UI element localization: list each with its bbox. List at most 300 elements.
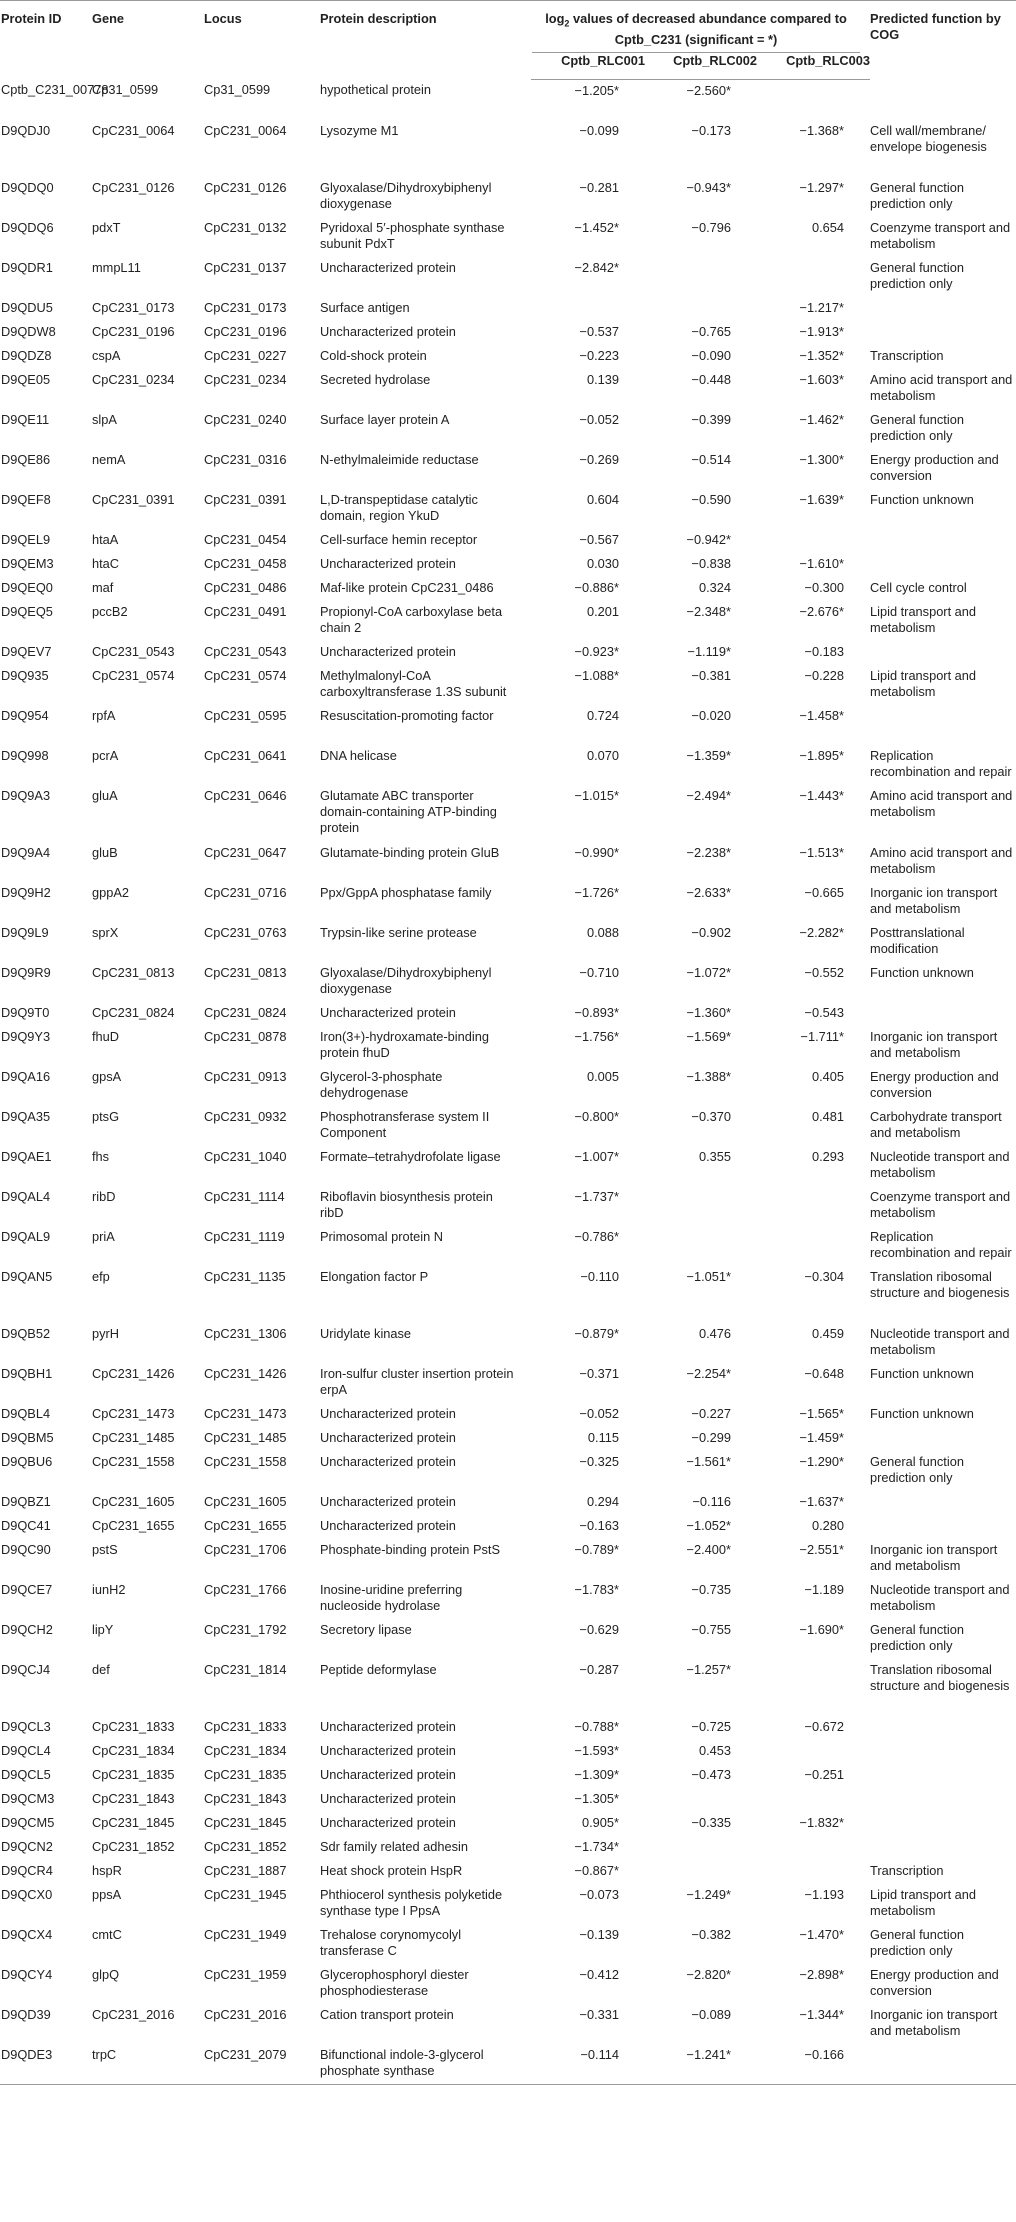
cell-gene: CpC231_0813 [92, 964, 175, 980]
cell-locus: CpC231_0932 [204, 1108, 287, 1124]
cell-locus: CpC231_0240 [204, 411, 287, 427]
cell-protein-id: D9QCL3 [1, 1718, 51, 1734]
cell-protein-id: D9QE86 [1, 451, 51, 467]
cell-rlc003: −2.551* [799, 1541, 845, 1557]
cell-gene: hspR [92, 1862, 122, 1878]
cell-locus: CpC231_1792 [204, 1621, 287, 1637]
cell-protein-id: D9QDW8 [1, 323, 56, 339]
cell-gene: fhuD [92, 1028, 120, 1044]
cell-gene: Cp31_0599 [92, 82, 159, 98]
cell-rlc001: −0.371 [579, 1365, 619, 1381]
table-row [0, 1491, 1016, 1515]
table-row [0, 369, 1016, 409]
cell-description: Phosphate-binding protein PstS [320, 1541, 500, 1557]
cell-locus: CpC231_0595 [204, 707, 287, 723]
cell-locus: CpC231_1605 [204, 1493, 287, 1509]
cell-protein-id: D9QDU5 [1, 299, 53, 315]
cell-predicted-function: Nucleotide transport and metabolism [870, 1325, 1010, 1357]
cell-rlc001: −0.567 [579, 531, 619, 547]
cell-rlc002: −1.241* [645, 2044, 757, 2085]
cell-rlc003: −1.565* [799, 1405, 845, 1421]
cell-rlc003: −2.676* [799, 603, 845, 619]
cell-gene: efp [92, 1268, 110, 1284]
cell-description: Cation transport protein [320, 2006, 454, 2022]
table-row [0, 1002, 1016, 1026]
cell-rlc001: −0.099 [579, 122, 619, 138]
cell-rlc002: −0.796 [691, 219, 731, 235]
cell-protein-id: D9QAL4 [1, 1188, 51, 1204]
cell-gene: CpC231_1833 [92, 1718, 175, 1734]
cell-protein-id: D9QA35 [1, 1108, 51, 1124]
table-row [0, 882, 1016, 922]
cell-gene: CpC231_0196 [92, 323, 175, 339]
cell-rlc003: −1.189 [804, 1581, 845, 1597]
cell-rlc003: −1.637* [799, 1493, 845, 1509]
cell-predicted-function: General function prediction only [870, 1621, 964, 1653]
cell-description: Primosomal protein N [320, 1228, 444, 1244]
table-row [0, 1186, 1016, 1226]
cell-protein-id: D9QDR1 [1, 259, 53, 275]
cell-rlc003: −1.344* [799, 2006, 845, 2022]
cell-rlc003 [757, 1860, 870, 1884]
cell-rlc002: −0.942* [686, 531, 731, 547]
cell-rlc002: −0.020 [691, 707, 731, 723]
cell-locus: CpC231_0454 [204, 531, 287, 547]
table-row [0, 1964, 1016, 2004]
cell-rlc002 [645, 1788, 757, 1812]
cell-predicted-function: Carbohydrate transport and metabolism [870, 1108, 1002, 1140]
table-row [0, 297, 1016, 321]
cell-predicted-function: Replication recombination and repair [870, 747, 1012, 779]
cell-rlc003 [757, 1788, 870, 1812]
cell-rlc003: −0.552 [804, 964, 845, 980]
cell-predicted-function [870, 321, 1016, 345]
cell-rlc001: −0.052 [579, 1405, 619, 1421]
cell-locus: CpC231_0763 [204, 924, 287, 940]
cell-locus: CpC231_1558 [204, 1453, 287, 1469]
cell-description: Secreted hydrolase [320, 371, 431, 387]
cell-locus: CpC231_1114 [204, 1188, 285, 1204]
cell-rlc003 [757, 79, 870, 120]
cell-rlc003: −2.898* [799, 1966, 845, 1982]
cell-description: Ppx/GppA phosphatase family [320, 884, 492, 900]
cell-rlc001: −0.786* [574, 1228, 619, 1244]
cell-rlc003 [757, 1186, 870, 1226]
cell-rlc003 [757, 1836, 870, 1860]
cell-predicted-function: Translation ribosomal structure and biogenesis [870, 1268, 1010, 1300]
cell-protein-id: D9QBM5 [1, 1429, 54, 1445]
table-row [0, 1451, 1016, 1491]
cell-description: Glyoxalase/Dihydroxybiphenyl dioxygenase [320, 179, 492, 211]
cell-gene: CpC231_0173 [92, 299, 175, 315]
cell-rlc002: −1.249* [686, 1886, 731, 1902]
table-row [0, 1740, 1016, 1764]
cell-rlc003: 0.405 [812, 1068, 845, 1084]
cell-predicted-function: Translation ribosomal structure and biogenesis [870, 1661, 1010, 1693]
cell-description: Uncharacterized protein [320, 1517, 456, 1533]
cell-locus: CpC231_1473 [204, 1405, 287, 1421]
cell-rlc001: −1.726* [574, 884, 619, 900]
cell-rlc002: −0.473 [691, 1766, 731, 1782]
cell-rlc002 [645, 1186, 757, 1226]
cell-rlc002: −0.755 [691, 1621, 731, 1637]
cell-predicted-function [870, 1002, 1016, 1026]
cell-protein-id: D9Q935 [1, 667, 49, 683]
cell-rlc003: −1.832* [799, 1814, 845, 1830]
table-row [0, 1836, 1016, 1860]
cell-rlc001: −0.789* [574, 1541, 619, 1557]
cell-protein-id: D9QCY4 [1, 1966, 53, 1982]
cell-gene: CpC231_1845 [92, 1814, 175, 1830]
cell-locus: CpC231_1959 [204, 1966, 287, 1982]
table-row [0, 1659, 1016, 1716]
table-row [0, 577, 1016, 601]
cell-rlc001: 0.115 [587, 1429, 619, 1445]
cell-rlc002 [645, 1226, 757, 1266]
cell-predicted-function [870, 2044, 1016, 2085]
cell-rlc001: 0.070 [586, 747, 619, 763]
cell-rlc002: −0.943* [686, 179, 731, 195]
cell-rlc003: −0.166 [757, 2044, 870, 2085]
cell-gene: mmpL11 [92, 259, 141, 275]
cell-description: Pyridoxal 5′-phosphate synthase subunit PdxT [320, 219, 505, 251]
cell-description: Maf-like protein CpC231_0486 [320, 579, 494, 595]
cell-rlc002 [645, 297, 757, 321]
cell-description: Uncharacterized protein [320, 1742, 456, 1758]
cell-description: Phosphotransferase system II Component [320, 1108, 490, 1140]
cell-rlc003 [757, 1740, 870, 1764]
cell-predicted-function: Inorganic ion transport and metabolism [870, 2006, 998, 2038]
cell-rlc001: −0.923* [574, 643, 619, 659]
cell-rlc003: −1.690* [799, 1621, 845, 1637]
cell-protein-id: D9QBZ1 [1, 1493, 51, 1509]
cell-rlc001: −0.629 [579, 1621, 619, 1637]
cell-predicted-function: Nucleotide transport and metabolism [870, 1581, 1010, 1613]
cell-rlc002: −2.633* [686, 884, 731, 900]
table-body [0, 79, 1016, 2084]
table-row [0, 553, 1016, 577]
table-row [0, 1579, 1016, 1619]
cell-protein-id: D9QEQ0 [1, 579, 53, 595]
cell-gene: fhs [92, 1148, 110, 1164]
cell-gene: sprX [92, 924, 119, 940]
cell-description: Cold-shock protein [320, 347, 427, 363]
table-row [0, 217, 1016, 257]
cell-predicted-function: Function unknown [870, 1405, 974, 1421]
cell-predicted-function: General function prediction only [870, 1926, 964, 1958]
cell-rlc001: −0.867* [574, 1862, 619, 1878]
cell-gene: CpC231_0234 [92, 371, 175, 387]
cell-locus: CpC231_1887 [204, 1862, 287, 1878]
cell-protein-id: D9QDE3 [0, 2044, 91, 2085]
cell-protein-id: D9QCE7 [1, 1581, 53, 1597]
cell-protein-id: D9Q998 [1, 747, 49, 763]
cell-predicted-function [870, 1836, 1016, 1860]
cell-rlc001: 0.030 [586, 555, 619, 571]
cell-gene: CpC231_1485 [92, 1429, 175, 1445]
cell-predicted-function: Inorganic ion transport and metabolism [870, 884, 998, 916]
cell-predicted-function [870, 1427, 1016, 1451]
cell-rlc003: −1.352* [799, 347, 845, 363]
cell-gene: ribD [92, 1188, 116, 1204]
cell-description: Bifunctional indole-3-glycerol phosphate synthase [319, 2044, 531, 2085]
cell-rlc003: −1.470* [799, 1926, 845, 1942]
cell-predicted-function [870, 1812, 1016, 1836]
cell-rlc001: −0.710 [579, 964, 619, 980]
cell-rlc001: 0.139 [586, 371, 619, 387]
cell-description: L,D-transpeptidase catalytic domain, region YkuD [320, 491, 478, 523]
cell-rlc003: −1.193 [804, 1886, 845, 1902]
cell-protein-id: D9QAE1 [1, 1148, 52, 1164]
cell-predicted-function: Lipid transport and metabolism [870, 667, 977, 699]
cell-locus: CpC231_1655 [204, 1517, 287, 1533]
cell-rlc001: −0.163 [579, 1517, 619, 1533]
cell-gene: gluB [92, 844, 118, 860]
cell-rlc003: −1.459* [799, 1429, 845, 1445]
cell-rlc002: −2.348* [686, 603, 731, 619]
cell-rlc002: −0.173 [691, 122, 731, 138]
cell-rlc003: −0.543 [804, 1004, 845, 1020]
cell-locus: CpC231_0196 [204, 323, 287, 339]
cell-predicted-function [870, 705, 1016, 745]
cell-locus: CpC231_0646 [204, 787, 287, 803]
cell-locus: CpC231_1833 [204, 1718, 287, 1734]
cell-rlc001: −0.073 [579, 1886, 619, 1902]
cell-description: Inosine-uridine preferring nucleoside hydrolase [320, 1581, 463, 1613]
cell-description: Uncharacterized protein [320, 1814, 456, 1830]
cell-locus: CpC231_0234 [204, 371, 287, 387]
cell-predicted-function: Posttranslational modification [870, 924, 965, 956]
header-log2-prefix: log [545, 11, 565, 26]
table-header [0, 1, 1016, 80]
table-row [0, 641, 1016, 665]
cell-locus: CpC231_0316 [204, 451, 287, 467]
cell-locus: CpC231_1845 [204, 1814, 287, 1830]
cell-rlc003: 0.654 [812, 219, 845, 235]
cell-locus: CpC231_0647 [204, 844, 287, 860]
cell-rlc003 [757, 257, 870, 297]
table-row [0, 1403, 1016, 1427]
table-row [0, 842, 1016, 882]
cell-rlc002: −1.561* [686, 1453, 731, 1469]
cell-rlc001: −0.788* [574, 1718, 619, 1734]
cell-rlc002: −0.765 [691, 323, 731, 339]
cell-locus: CpC231_1949 [204, 1926, 287, 1942]
cell-locus: CpC231_1135 [204, 1268, 286, 1284]
cell-rlc003: −0.665 [804, 884, 845, 900]
cell-locus: CpC231_1306 [204, 1325, 287, 1341]
header-rlc002: Cptb_RLC002 [645, 53, 757, 80]
cell-description: Phthiocerol synthesis polyketide synthase type I PpsA [320, 1886, 503, 1918]
header-log2-text: values of decreased abundance compared to Cptb_C231 (significant = *) [569, 11, 847, 47]
cell-protein-id: D9Q9A3 [1, 787, 51, 803]
cell-gene: htaA [92, 531, 119, 547]
cell-rlc003: −1.711* [800, 1028, 845, 1044]
cell-protein-id: D9QCM5 [1, 1814, 55, 1830]
cell-predicted-function: Coenzyme transport and metabolism [870, 1188, 1011, 1220]
cell-gene: nemA [92, 451, 126, 467]
cell-rlc003: −1.895* [799, 747, 845, 763]
cell-rlc001: 0.201 [586, 603, 619, 619]
cell-predicted-function [870, 641, 1016, 665]
cell-gene: CpC231_0824 [92, 1004, 175, 1020]
cell-protein-id: D9Q9T0 [1, 1004, 50, 1020]
cell-protein-id: D9QEM3 [1, 555, 54, 571]
table-row [0, 177, 1016, 217]
cell-predicted-function [870, 553, 1016, 577]
cell-gene: CpC231_0126 [92, 179, 175, 195]
cell-predicted-function: Cell wall/membrane/ envelope biogenesis [870, 122, 987, 154]
cell-predicted-function: Amino acid transport and metabolism [870, 371, 1013, 403]
header-protein-description: Protein description [319, 1, 531, 80]
cell-description: Methylmalonyl-CoA carboxyltransferase 1.3S subunit [320, 667, 507, 699]
cell-description: Propionyl-CoA carboxylase beta chain 2 [320, 603, 503, 635]
cell-description: Glutamate-binding protein GluB [320, 844, 500, 860]
cell-locus: CpC231_1426 [204, 1365, 287, 1381]
cell-locus: CpC231_1706 [204, 1541, 287, 1557]
cell-locus: CpC231_0824 [204, 1004, 287, 1020]
cell-locus: CpC231_0391 [204, 491, 287, 507]
cell-rlc002: −1.072* [686, 964, 731, 980]
cell-locus: CpC231_0227 [204, 347, 287, 363]
cell-rlc001: −0.052 [579, 411, 619, 427]
cell-rlc001: −1.205* [574, 82, 619, 98]
cell-protein-id: D9QB52 [1, 1325, 51, 1341]
table-row [0, 529, 1016, 553]
cell-rlc002: −0.299 [691, 1429, 731, 1445]
cell-gene: CpC231_1852 [92, 1838, 175, 1854]
cell-rlc002: −0.090 [691, 347, 731, 363]
cell-rlc002: −0.335 [691, 1814, 731, 1830]
cell-description: Glutamate ABC transporter domain-containing ATP-binding protein [320, 787, 497, 835]
table-row [0, 1363, 1016, 1403]
cell-protein-id: Cptb_C231_00778 [1, 82, 109, 98]
cell-rlc002: −0.735 [691, 1581, 731, 1597]
cell-gene: pyrH [92, 1325, 120, 1341]
cell-rlc001: −0.331 [579, 2006, 619, 2022]
cell-rlc001: −0.537 [579, 323, 619, 339]
cell-gene: htaC [92, 555, 120, 571]
cell-gene: cmtC [92, 1926, 122, 1942]
table-row [0, 1427, 1016, 1451]
cell-predicted-function: Lipid transport and metabolism [870, 1886, 977, 1918]
cell-protein-id: D9Q9R9 [1, 964, 51, 980]
cell-rlc003: −1.513* [799, 844, 845, 860]
cell-rlc001: −1.452* [574, 219, 619, 235]
table-row [0, 922, 1016, 962]
cell-rlc002: −0.838 [691, 555, 731, 571]
table-row [0, 1764, 1016, 1788]
cell-gene: gluA [92, 787, 118, 803]
cell-protein-id: D9QCX0 [1, 1886, 53, 1902]
cell-gene: ptsG [92, 1108, 120, 1124]
cell-rlc002: −0.902 [691, 924, 731, 940]
cell-rlc002 [645, 257, 757, 297]
cell-rlc003: −1.639* [799, 491, 845, 507]
cell-description: Secretory lipase [320, 1621, 412, 1637]
cell-locus: CpC231_0716 [204, 884, 287, 900]
cell-description: DNA helicase [320, 747, 397, 763]
cell-predicted-function: Amino acid transport and metabolism [870, 787, 1013, 819]
cell-rlc003: −1.368* [799, 122, 845, 138]
table-row [0, 257, 1016, 297]
cell-protein-id: D9QCM3 [1, 1790, 55, 1806]
cell-protein-id: D9QC41 [1, 1517, 51, 1533]
cell-rlc001: −0.412 [579, 1966, 619, 1982]
cell-rlc002: −0.382 [691, 1926, 731, 1942]
cell-rlc001: 0.294 [586, 1493, 619, 1509]
cell-rlc003: 0.280 [812, 1517, 845, 1533]
cell-rlc003: 0.481 [812, 1108, 845, 1124]
cell-gene: CpC231_0391 [92, 491, 175, 507]
cell-protein-id: D9QDQ0 [1, 179, 54, 195]
cell-protein-id: D9QEQ5 [1, 603, 53, 619]
cell-predicted-function: Transcription [870, 347, 944, 363]
table-row [0, 1026, 1016, 1066]
table-row [0, 1266, 1016, 1323]
cell-description: Sdr family related adhesin [320, 1838, 468, 1854]
cell-gene: trpC [91, 2044, 203, 2085]
cell-predicted-function: Inorganic ion transport and metabolism [870, 1028, 998, 1060]
cell-rlc003: −1.443* [799, 787, 845, 803]
cell-rlc002: −1.257* [686, 1661, 731, 1677]
cell-locus: CpC231_1040 [204, 1148, 287, 1164]
cell-locus: CpC231_1835 [204, 1766, 287, 1782]
cell-locus: CpC231_2079 [203, 2044, 319, 2085]
cell-description: Uncharacterized protein [320, 1493, 456, 1509]
cell-locus: CpC231_0137 [204, 259, 287, 275]
cell-rlc002 [645, 1860, 757, 1884]
header-gene: Gene [91, 1, 203, 80]
cell-rlc001: −0.223 [579, 347, 619, 363]
cell-rlc001 [531, 297, 645, 321]
header-rlc003: Cptb_RLC003 [757, 53, 870, 80]
cell-rlc001: −1.309* [574, 1766, 619, 1782]
cell-locus: CpC231_0574 [204, 667, 287, 683]
cell-rlc003: −0.251 [804, 1766, 845, 1782]
cell-predicted-function: Inorganic ion transport and metabolism [870, 1541, 998, 1573]
cell-locus: CpC231_0543 [204, 643, 287, 659]
cell-protein-id: D9QE11 [1, 411, 50, 427]
cell-description: Riboflavin biosynthesis protein ribD [320, 1188, 493, 1220]
cell-rlc002: −2.820* [686, 1966, 731, 1982]
cell-description: Trypsin-like serine protease [320, 924, 477, 940]
cell-protein-id: D9QE05 [1, 371, 51, 387]
table-row [0, 321, 1016, 345]
table-row [0, 601, 1016, 641]
table-row [0, 79, 1016, 120]
cell-protein-id: D9QCH2 [1, 1621, 53, 1637]
header-protein-id: Protein ID [0, 1, 91, 80]
cell-predicted-function [870, 529, 1016, 553]
cell-description: Uncharacterized protein [320, 1429, 456, 1445]
cell-rlc001: −1.593* [574, 1742, 619, 1758]
cell-rlc003: −2.282* [799, 924, 845, 940]
cell-gene: cspA [92, 347, 121, 363]
cell-rlc001: −1.088* [574, 667, 619, 683]
cell-protein-id: D9Q9A4 [1, 844, 51, 860]
cell-rlc003: −0.228 [804, 667, 845, 683]
cell-predicted-function: Replication recombination and repair [870, 1228, 1012, 1260]
table-row [0, 345, 1016, 369]
cell-locus: CpC231_2016 [204, 2006, 287, 2022]
cell-protein-id: D9Q954 [1, 707, 49, 723]
cell-rlc001: −0.879* [574, 1325, 619, 1341]
cell-gene: CpC231_1843 [92, 1790, 175, 1806]
cell-rlc001: −1.015* [574, 787, 619, 803]
cell-description: Uncharacterized protein [320, 259, 456, 275]
cell-description: N-ethylmaleimide reductase [320, 451, 479, 467]
